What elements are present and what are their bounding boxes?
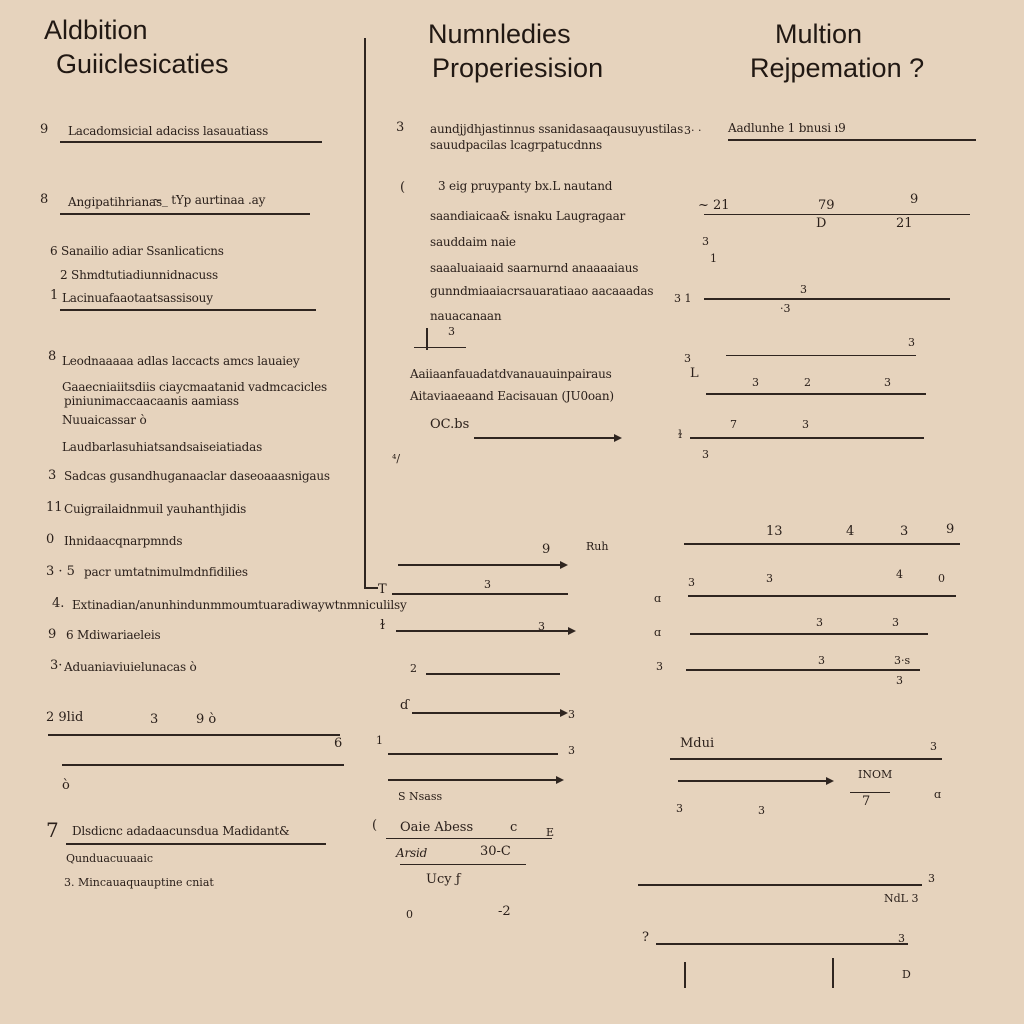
right-number-line-label: ~ 21 — [698, 198, 730, 213]
right-mark: 1 — [710, 252, 717, 265]
left-row-number: 2 9lid — [46, 710, 84, 725]
right-number-line — [686, 669, 920, 671]
mid-row-text: gunndmiaaiacrsauaratiaao aacaaadas — [430, 284, 654, 298]
mid-mark: 3 — [538, 620, 545, 633]
left-list-item: Leodnaaaaa adlas laccacts amcs lauaiey — [62, 354, 300, 368]
left-rule — [60, 309, 316, 311]
right-number-line — [670, 758, 942, 760]
mid-rule — [392, 593, 568, 595]
right-label: Mdui — [680, 736, 715, 751]
mid-row-number: 3 — [396, 120, 405, 135]
right-mark: 3 — [766, 572, 773, 585]
right-mark: 3 — [800, 283, 807, 296]
middle-heading-line1: Numnledies — [428, 19, 571, 49]
arrowhead-icon — [556, 776, 564, 784]
mid-rule — [400, 864, 526, 865]
mid-rule — [388, 753, 558, 755]
right-mark: 3 — [818, 654, 825, 667]
left-rule — [48, 734, 340, 736]
right-number-line-label: 9 — [910, 192, 919, 207]
left-row-number: 9 — [40, 122, 49, 137]
right-mark: 3 — [898, 932, 905, 945]
right-mark: 7 — [730, 418, 737, 431]
right-mark: 9 — [946, 522, 955, 537]
left-list-item: piniunimaccaacaanis aamiass — [64, 394, 239, 408]
left-list-item: pacr umtatnimulmdnfidilies — [84, 565, 248, 579]
mid-mark: ɗ — [400, 698, 409, 713]
mid-label: 30-C — [480, 844, 511, 859]
mid-label: S Nsass — [398, 790, 443, 803]
arrowhead-icon — [560, 561, 568, 569]
right-mark: ɑ — [654, 626, 662, 639]
right-mark: 3 — [908, 336, 915, 349]
divider-foot — [364, 587, 378, 589]
mid-label: Oaie Abess — [400, 820, 474, 835]
left-list-item: 3. Mincauaquauptine cniat — [64, 876, 214, 889]
arrowhead-icon — [826, 777, 834, 785]
right-mark: ɑ — [654, 592, 662, 605]
mid-label: OC.bs — [430, 417, 470, 432]
left-row-number: 9 — [48, 627, 57, 642]
mid-row-text: 3 eig pruypanty bx.L nautand — [438, 179, 613, 193]
right-mark: L — [690, 366, 699, 381]
left-row-number: 3 · 5 — [46, 564, 75, 579]
right-rule — [728, 139, 976, 141]
left-row-number: 3 — [48, 468, 57, 483]
mid-row-text: Aaiiaanfauadatdvanauauinpairaus — [410, 367, 612, 381]
right-mark: ɑ — [934, 788, 942, 801]
left-list-item: 6 Sanailio adiar Ssanlicaticns — [50, 244, 224, 258]
mid-row-text: Aitaviaaeaand Eacisauan (JU0oan) — [410, 389, 614, 403]
left-list-item: Sadcas gusandhuganaaclar daseoaaasnigaus — [64, 469, 330, 483]
right-mark: 3 — [758, 804, 765, 817]
mid-mark: 3 — [568, 744, 575, 757]
right-mark: 4 — [896, 568, 903, 581]
right-arrow-line — [678, 780, 828, 782]
arrowhead-icon — [560, 709, 568, 717]
right-row-text: Aadlunhe 1 bnusi ı9 — [728, 121, 846, 135]
right-mark: 3 — [702, 448, 709, 461]
left-row-number: 8 — [40, 192, 49, 207]
arrowhead-icon — [568, 627, 576, 635]
left-row-value: 3 — [150, 712, 159, 727]
left-row-annotation: ~_ tYp aurtinaa .ay — [152, 193, 266, 207]
left-row-value: 6 — [334, 736, 343, 751]
mid-mark: ( — [372, 818, 378, 833]
right-mark: 7 — [862, 794, 871, 809]
mid-arrow-line — [474, 437, 616, 439]
right-mark: 3 — [656, 660, 663, 673]
right-tick — [832, 958, 834, 988]
right-mark: 3 — [702, 235, 709, 248]
mid-mark: ⁴/ — [392, 452, 401, 465]
column-divider — [364, 38, 366, 588]
mid-mark: 3 — [484, 578, 491, 591]
mid-mark: Ruh — [586, 540, 609, 553]
mid-row-text: aundjjdhjastinnus ssanidasaaqausuyustilas — [430, 122, 684, 136]
mid-mark: 2 — [410, 662, 417, 675]
mid-row-text: sauddaim naie — [430, 235, 516, 249]
mid-arrow-line — [398, 564, 562, 566]
right-tick — [684, 962, 686, 988]
mid-mark: T — [378, 582, 387, 597]
mid-mark: ɫ — [380, 618, 385, 633]
right-number-line-label: 79 — [818, 198, 835, 213]
left-list-item: Cuigrailaidnmuil yauhanthjidis — [64, 502, 247, 516]
right-number-line — [704, 298, 950, 300]
right-number-line-label: D — [816, 216, 827, 231]
mid-mark: E — [546, 826, 555, 839]
mid-row-text: nauacanaan — [430, 309, 502, 323]
mid-mark: -2 — [498, 904, 511, 919]
left-list-item: 6 Mdiwariaeleis — [66, 628, 161, 642]
left-row-number: 11 — [46, 500, 63, 515]
left-row-text: Angipatihrianas — [68, 195, 162, 209]
right-number-line — [690, 633, 928, 635]
right-mark: 2 — [804, 376, 811, 389]
left-rule — [62, 764, 344, 766]
mid-arrow-line — [396, 630, 568, 632]
left-heading-line1: Aldbition — [44, 15, 148, 45]
left-list-item: Lacinuafaaotaatsassisouy — [62, 291, 213, 305]
mid-mark: 3 — [448, 325, 455, 338]
right-mark: 3 — [752, 376, 759, 389]
left-row-number: 4. — [52, 596, 65, 611]
left-rule — [60, 213, 310, 215]
right-mark: 3 — [892, 616, 899, 629]
left-list-item: Aduaniaviuielunacas ò — [64, 660, 197, 674]
right-label: NdL 3 — [884, 892, 919, 905]
right-number-line — [706, 393, 926, 395]
mid-row-number: ( — [400, 180, 406, 195]
right-mark: 3 — [816, 616, 823, 629]
left-row-number: 8 — [48, 349, 57, 364]
left-list-item: Nuuaicassar ò — [62, 413, 147, 427]
mid-rule — [414, 347, 466, 348]
mid-label: Ucy ƒ — [426, 872, 461, 887]
right-row-number: 3· · — [684, 124, 702, 137]
left-list-item: Ihnidaacqnarpmnds — [64, 534, 183, 548]
right-mark: 3 1 — [674, 292, 692, 305]
right-mark: ·3 — [780, 302, 791, 315]
middle-heading-line2: Properiesision — [432, 53, 604, 83]
right-rule — [850, 792, 890, 793]
mid-rule — [386, 838, 552, 839]
left-list-item: 2 Shmdtutiadiunnidnacuss — [60, 268, 218, 282]
mid-mark: 9 — [542, 542, 551, 557]
right-mark: 3 — [896, 674, 903, 687]
mid-mark: c — [510, 820, 518, 835]
right-mark: 3 — [688, 576, 695, 589]
right-mark: 3 — [676, 802, 683, 815]
right-heading-line2: Rejpemation ? — [750, 53, 925, 83]
right-heading-line1: Multion — [775, 19, 863, 49]
mid-mark: 3 — [568, 708, 575, 721]
right-number-line — [688, 595, 956, 597]
left-list-item: Dlsdicnc adadaacunsdua Madidant& — [72, 824, 290, 838]
left-rule — [60, 141, 322, 143]
right-mark: 4 — [846, 524, 855, 539]
left-row-text: Lacadomsicial adaciss lasauatiass — [68, 124, 269, 138]
right-mark: D — [902, 968, 911, 981]
right-number-line-label: 21 — [896, 216, 913, 231]
right-number-line — [726, 355, 916, 356]
right-number-line — [704, 214, 970, 215]
left-row-number: 1 — [50, 288, 59, 303]
left-row-number: 7 — [46, 818, 59, 842]
right-mark: 3 — [928, 872, 935, 885]
mid-arrow-line — [388, 779, 558, 781]
left-row-number: 3· — [50, 658, 63, 673]
left-heading-line2: Guiiclesicaties — [56, 49, 229, 79]
right-mark: ɫ — [678, 428, 683, 441]
left-row-value: 9 ò — [196, 712, 217, 727]
mid-arrow-line — [412, 712, 562, 714]
right-mark: 3 — [802, 418, 809, 431]
right-mark: 3 — [684, 352, 691, 365]
mid-mark: 1 — [376, 734, 383, 747]
right-mark: 3 — [884, 376, 891, 389]
arrowhead-icon — [614, 434, 622, 442]
mid-row-text: saandiaicaa& isnaku Laugragaar — [430, 209, 626, 223]
right-number-line — [638, 884, 922, 886]
left-row-number: 0 — [46, 532, 55, 547]
left-row-value: ò — [62, 778, 70, 793]
right-mark: 3 — [930, 740, 937, 753]
right-number-line — [656, 943, 908, 945]
left-list-item: Gaaecniaiitsdiis ciaycmaatanid vadmcacicles — [62, 380, 328, 394]
left-list-item: Laudbarlasuhiatsandsaiseiatiadas — [62, 440, 263, 454]
right-mark: ? — [642, 930, 649, 945]
right-mark: 3 — [900, 524, 909, 539]
left-list-item: Qunduacuuaaic — [66, 852, 153, 865]
mid-rule — [426, 673, 560, 675]
left-rule — [66, 843, 326, 845]
right-mark: 0 — [938, 572, 945, 585]
mid-mark: 0 — [406, 908, 413, 921]
right-mark: 13 — [766, 524, 783, 539]
mid-row-text: saaaluaiaaid saarnurnd anaaaaiaus — [430, 261, 639, 275]
right-label: INOM — [858, 768, 893, 781]
left-list-item: Extinadian/anunhindunmmoumtuaradiwaywtnmniculilsy — [72, 598, 407, 612]
right-number-line — [690, 437, 924, 439]
right-mark: 3·s — [894, 654, 911, 667]
mid-row-text: sauudpacilas lcagrpatucdnns — [430, 138, 602, 152]
mid-label: Arsid — [396, 846, 428, 860]
right-number-line — [684, 543, 960, 545]
